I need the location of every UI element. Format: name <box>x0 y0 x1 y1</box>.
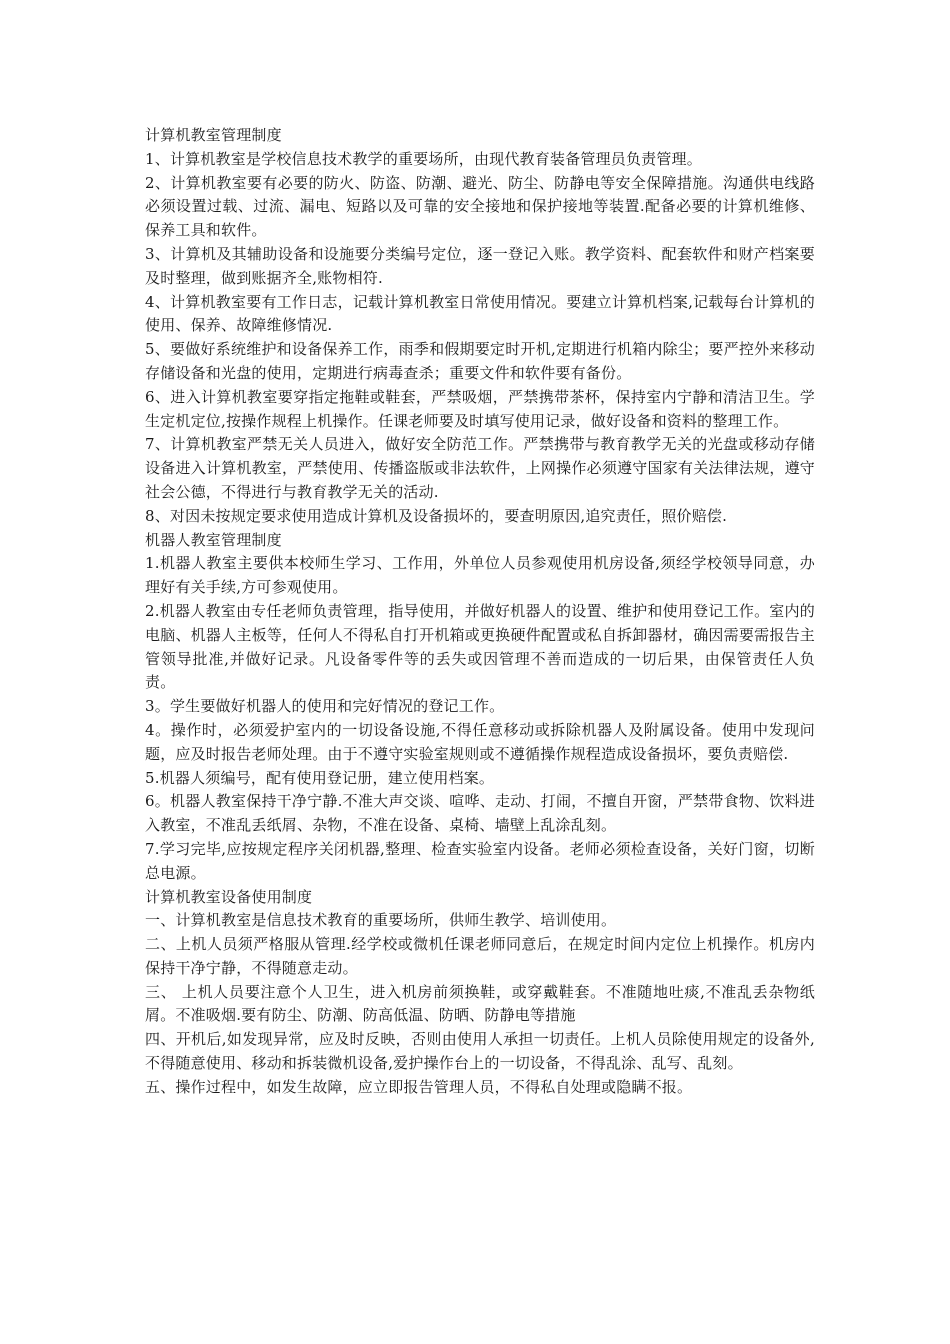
paragraph: 8、对因未按规定要求使用造成计算机及设备损坏的，要查明原因,追究责任，照价赔偿. <box>145 506 728 525</box>
paragraph: 三、 上机人员要注意个人卫生，进入机房前须换鞋，或穿戴鞋套。不准随地吐痰,不准乱丢杂物纸屑。不准吸烟.要有防尘、防潮、防高低温、防晒、防静电等措施 <box>145 982 815 1025</box>
paragraph: 3、计算机及其辅助设备和设施要分类编号定位，逐一登记入账。教学资料、配套软件和财产档案要及时整理，做到账据齐全,账物相符. <box>145 244 815 287</box>
paragraph: 5.机器人须编号，配有使用登记册，建立使用档案。 <box>145 768 495 787</box>
paragraph: 7、计算机教室严禁无关人员进入，做好安全防范工作。严禁携带与教育教学无关的光盘或移动存储设备进入计算机教室，严禁使用、传播盗版或非法软件，上网操作必须遵守国家有关法律法规，遵守社会公德，不得进行与教育教学无关的活动. <box>145 435 815 501</box>
paragraph: 二、上机人员须严格服从管理.经学校或微机任课老师同意后，在规定时间内定位上机操作。机房内保持干净宁静，不得随意走动。 <box>145 935 815 977</box>
paragraph: 4。操作时，必须爱护室内的一切设备设施,不得任意移动或拆除机器人及附属设备。使用中发现问题，应及时报告老师处理。由于不遵守实验室规则或不遵循操作规程造成设备损坏，要负责赔偿. <box>145 720 815 763</box>
paragraph: 3。学生要做好机器人的使用和完好情况的登记工作。 <box>145 697 505 716</box>
section-title: 计算机教室设备使用制度 <box>145 887 313 906</box>
paragraph: 4、计算机教室要有工作日志，记载计算机教室日常使用情况。要建立计算机档案,记载每台计算机的使用、保养、故障维修情况. <box>145 292 815 335</box>
document-page <box>145 124 815 1100</box>
paragraph: 7.学习完毕,应按规定程序关闭机器,整理、检查实验室内设备。老师必须检查设备，关好门窗，切断总电源。 <box>145 839 815 882</box>
paragraph: 一、计算机教室是信息技术教育的重要场所，供师生教学、培训使用。 <box>145 911 617 930</box>
paragraph: 2、计算机教室要有必要的防火、防盗、防潮、避光、防尘、防静电等安全保障措施。沟通供电线路必须设置过载、过流、漏电、短路以及可靠的安全接地和保护接地等装置.配备必要的计算机维修、保养工具和软件。 <box>145 173 815 240</box>
paragraph: 2.机器人教室由专任老师负责管理，指导使用，并做好机器人的设置、维护和使用登记工作。室内的电脑、机器人主板等，任何人不得私自打开机箱或更换硬件配置或私自拆卸器材，确因需要需报告主管领导批准,并做好记录。凡设备零件等的丢失或因管理不善而造成的一切后果，由保管责任人负责。 <box>145 601 815 692</box>
paragraph: 五、操作过程中，如发生故障，应立即报告管理人员，不得私自处理或隐瞒不报。 <box>145 1077 693 1096</box>
paragraph: 5、要做好系统维护和设备保养工作，雨季和假期要定时开机,定期进行机箱内除尘；要严控外来移动存储设备和光盘的使用，定期进行病毒查杀；重要文件和软件要有备份。 <box>145 340 815 382</box>
section-title: 计算机教室管理制度 <box>145 126 282 144</box>
paragraph: 1.机器人教室主要供本校师生学习、工作用，外单位人员参观使用机房设备,须经学校领导同意，办理好有关手续,方可参观使用。 <box>145 554 815 597</box>
paragraph: 6、进入计算机教室要穿指定拖鞋或鞋套，严禁吸烟，严禁携带茶杯，保持室内宁静和清洁卫生。学生定机定位,按操作规程上机操作。任课老师要及时填写使用记录，做好设备和资料的整理工作。 <box>145 387 815 430</box>
paragraph: 6。机器人教室保持干净宁静.不准大声交谈、喧哗、走动、打闹，不擅自开窗，严禁带食物、饮料进入教室，不准乱丢纸屑、杂物，不准在设备、桌椅、墙壁上乱涂乱刻。 <box>145 792 815 835</box>
paragraph: 四、开机后,如发现异常，应及时反映，否则由使用人承担一切责任。上机人员除使用规定的设备外,不得随意使用、移动和拆装微机设备,爱护操作台上的一切设备，不得乱涂、乱写、乱刻。 <box>145 1030 815 1073</box>
paragraph: 1、计算机教室是学校信息技术教学的重要场所，由现代教育装备管理员负责管理。 <box>145 149 702 168</box>
section-title: 机器人教室管理制度 <box>145 530 282 549</box>
